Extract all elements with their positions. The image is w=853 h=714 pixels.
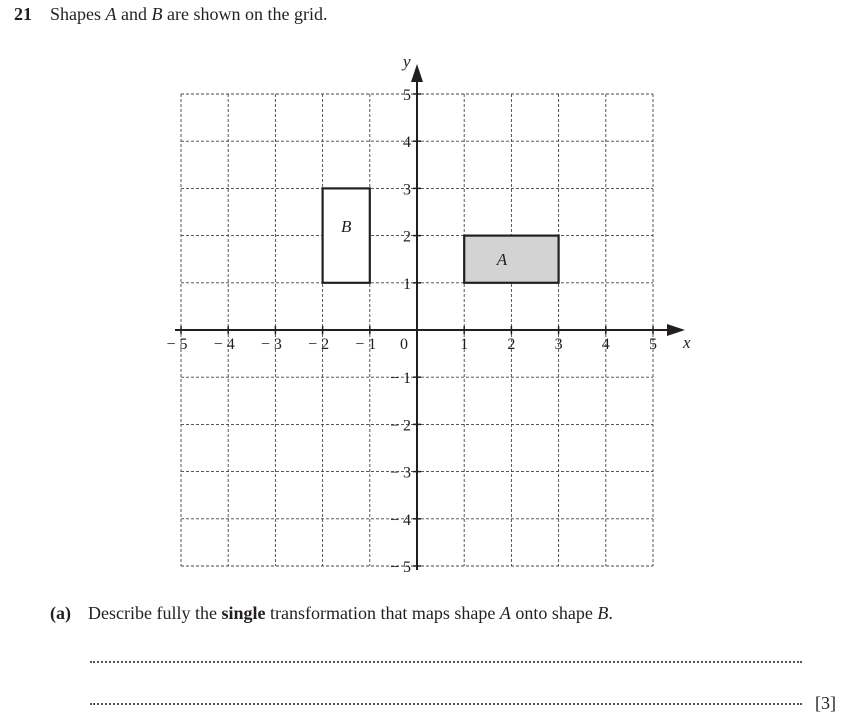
question-number: 21 [14, 4, 32, 24]
x-tick-label: 1 [460, 336, 469, 353]
y-tick-label: 4 [403, 134, 411, 152]
origin-label: 0 [400, 336, 408, 353]
y-tick-label: − 3 [389, 464, 411, 482]
y-axis-label: y [403, 52, 411, 71]
y-axis-arrow [411, 64, 423, 82]
x-tick-label: 2 [507, 336, 516, 353]
x-tick-label: − 4 [213, 336, 235, 353]
shape-b-name: B [151, 4, 163, 24]
part-a-label: (a) [50, 603, 71, 623]
emphasis-single: single [221, 603, 266, 623]
y-tick-label: 3 [403, 181, 411, 199]
x-tick-label: 4 [601, 336, 610, 353]
y-tick-label: 5 [403, 87, 411, 104]
shape-a [464, 236, 558, 283]
x-tick-label: − 3 [260, 336, 282, 353]
y-tick-label: − 1 [389, 370, 411, 388]
x-axis-label: x [683, 333, 691, 352]
x-tick-label: 5 [649, 336, 657, 353]
answer-line-1[interactable] [90, 661, 802, 663]
shape-a-name: A [105, 4, 117, 24]
x-tick-label: − 5 [166, 336, 188, 353]
y-tick-label: − 2 [389, 417, 411, 435]
y-tick-label: − 5 [389, 559, 411, 576]
part-a-question: (a) Describe fully the single transformation that maps shape A onto shape B. [50, 603, 613, 623]
x-tick-label: 3 [554, 336, 563, 353]
marks-label: [3] [815, 693, 836, 713]
shape-a-label: A [496, 250, 508, 270]
question-text: Shapes A and B are shown on the grid. [50, 4, 328, 24]
shape-b-label: B [341, 217, 352, 237]
y-tick-label: 1 [403, 275, 411, 293]
y-tick-label: − 4 [389, 511, 411, 529]
y-tick-label: 2 [403, 228, 411, 246]
answer-line-2[interactable] [90, 703, 802, 705]
x-tick-label: − 2 [308, 336, 330, 353]
x-tick-label: − 1 [355, 336, 377, 353]
